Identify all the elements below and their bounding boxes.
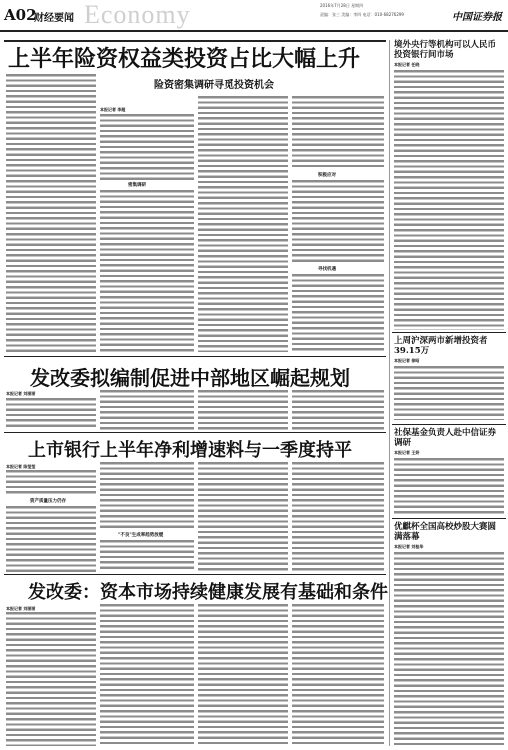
story1-inner-head-2: 积极应对 — [318, 173, 336, 178]
story1-inner-head-3: 寻找机遇 — [318, 267, 336, 272]
masthead: 中国证券报 — [452, 12, 502, 23]
story3-col1a — [6, 470, 96, 496]
sidebar-s3-body — [394, 458, 504, 514]
story1-col1 — [6, 74, 96, 352]
story-rule — [4, 574, 386, 575]
story1-col2b — [100, 190, 194, 352]
sidebar-rule — [392, 518, 506, 519]
story1-col4c — [292, 274, 384, 352]
sidebar-s2-body — [394, 366, 504, 420]
story3-inner-head-1: 资产质量压力仍存 — [30, 499, 66, 504]
story1-headline: 上半年险资权益类投资占比大幅上升 — [8, 46, 361, 72]
sidebar-s2-headline: 上周沪深两市新增投资者39.15万 — [394, 336, 488, 356]
story2-col3 — [198, 390, 288, 430]
story2-col2 — [100, 390, 194, 430]
editor-line: 责编：张三 美编：李四 电话：010-68276299 — [320, 12, 404, 17]
story3-col2a — [100, 462, 194, 530]
sidebar-s3-headline: 社保基金负责人赴中信证券调研 — [394, 428, 497, 448]
sidebar-s4-body — [394, 552, 504, 746]
story2-headline: 发改委拟编制促进中部地区崛起规划 — [30, 366, 350, 390]
section-title-english: Economy — [84, 0, 191, 29]
story3-col1b — [6, 506, 96, 572]
story3-col3 — [198, 462, 288, 572]
story3-col4 — [292, 462, 384, 572]
sidebar-rule — [392, 424, 506, 425]
story2-col1 — [6, 398, 96, 430]
sidebar-s1-byline: 本报记者 任晓 — [394, 62, 420, 67]
story1-col4b — [292, 180, 384, 264]
story3-inner-head-2: "不良"生成率趋势放缓 — [118, 533, 164, 538]
story1-inner-head-1: 密集调研 — [128, 183, 146, 188]
issue-date: 2016年7月28日 星期四 — [320, 3, 364, 8]
sidebar-s3-byline: 本报记者 王妍 — [394, 450, 420, 455]
sidebar-s4-headline: 优麒杯全国高校炒股大赛圆满落幕 — [394, 522, 497, 542]
story4-byline: 本报记者 刘丽丽 — [6, 606, 36, 611]
section-title: 财经要闻 — [34, 13, 74, 24]
story1-col4a — [292, 96, 384, 170]
story2-byline: 本报记者 刘丽丽 — [6, 391, 36, 396]
story3-col2b — [100, 540, 194, 572]
story3-byline: 本报记者 陈莹莹 — [6, 464, 36, 469]
page-number: A02 — [4, 6, 37, 24]
story3-headline: 上市银行上半年净利增速料与一季度持平 — [28, 440, 352, 461]
story4-col4 — [292, 604, 384, 746]
sidebar-divider — [389, 40, 390, 746]
sidebar-rule — [392, 332, 506, 333]
story-rule — [4, 356, 386, 357]
story1-col2a — [100, 114, 194, 180]
sidebar-s1-headline: 境外央行等机构可以人民币投资银行间市场 — [394, 40, 497, 60]
story-rule — [4, 432, 386, 433]
story4-col2 — [100, 604, 194, 746]
story1-byline: 本报记者 李超 — [100, 107, 126, 112]
story4-headline: 发改委：资本市场持续健康发展有基础和条件 — [28, 582, 388, 603]
sidebar-s4-byline: 本报记者 刘桂华 — [394, 544, 424, 549]
story4-col3 — [198, 604, 288, 746]
sidebar-s1-body — [394, 70, 504, 330]
page-header — [0, 0, 508, 32]
story1-subhead: 险资密集调研寻觅投资机会 — [154, 80, 274, 91]
story4-col1 — [6, 612, 96, 746]
story1-col3 — [198, 96, 288, 352]
story2-col4 — [292, 390, 384, 430]
sidebar-s2-byline: 本报记者 徐昭 — [394, 358, 420, 363]
